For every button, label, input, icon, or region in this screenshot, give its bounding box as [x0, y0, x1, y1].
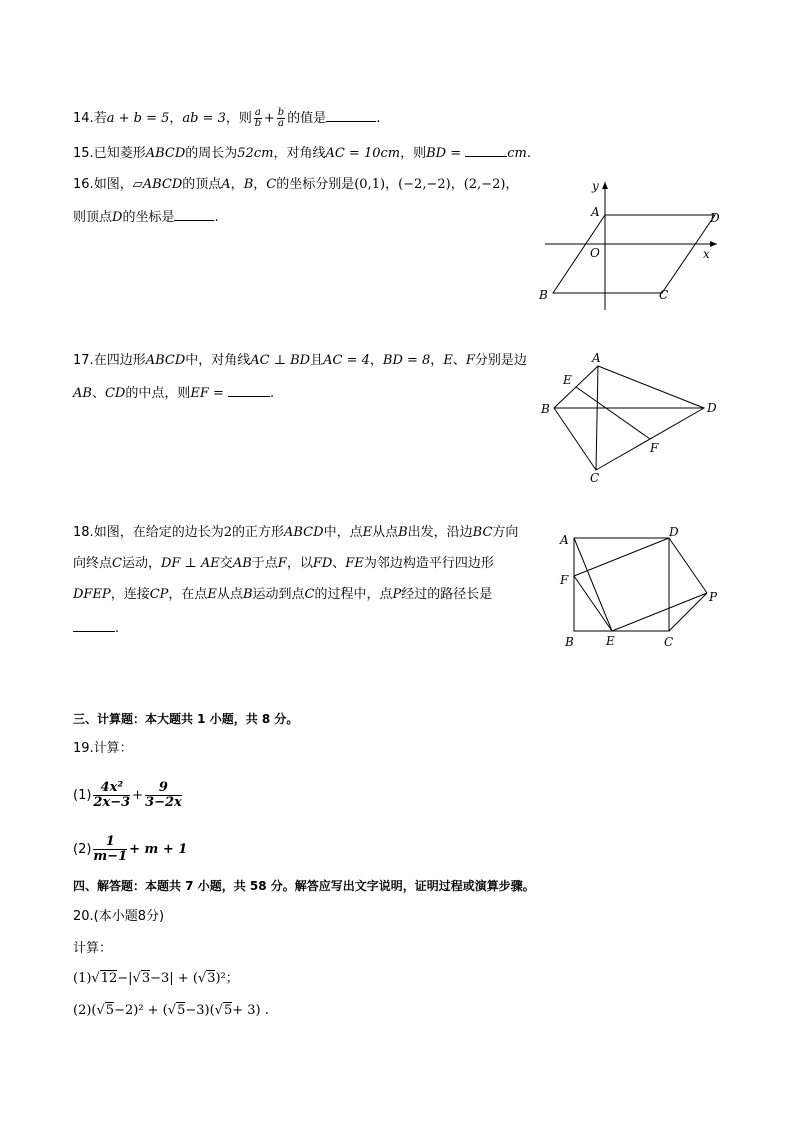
question-number: 14.: [73, 111, 94, 126]
label-d: D: [710, 211, 720, 225]
fraction-2: $\frac{9}{3-2x}$: [145, 780, 182, 810]
quadrilateral-abcd: [554, 366, 704, 470]
parallelogram-abcd: [553, 215, 715, 293]
label-a: A: [591, 205, 600, 219]
label-d: D: [669, 525, 679, 539]
question-16-line-2: 则顶点D的坐标是 .: [73, 210, 219, 225]
question-20-sub: 计算：: [73, 941, 113, 956]
figure-q17-quadrilateral: [538, 346, 728, 486]
answer-blank: [326, 109, 376, 122]
label-x: x: [703, 247, 710, 261]
question-18-line-1: 18.如图，在给定的边长为2的正方形ABCD中，点E从点B出发，沿边BC方向: [73, 525, 519, 540]
label-c: C: [664, 635, 674, 649]
question-17-line-2: AB、CD的中点，则EF = .: [73, 386, 275, 401]
diagonal-ac: [596, 366, 598, 470]
label-b: B: [565, 635, 574, 649]
label-e: E: [606, 634, 615, 648]
fraction-3: $\frac{1}{m-1}$: [93, 834, 128, 864]
segment-dp: [669, 538, 707, 593]
label-b: B: [539, 288, 548, 302]
label-c: C: [590, 471, 600, 485]
figure-q18-square: [556, 524, 736, 654]
label-f: F: [650, 441, 659, 455]
answer-blank: [73, 619, 115, 632]
question-19-part-2: (2) $\frac{1}{m-1}$ + m + 1: [73, 834, 188, 864]
segment-cp: [669, 593, 707, 631]
question-20-part-2: (2)(√5−2)² + (√5−3)(√5+ 3) .: [73, 1003, 269, 1018]
section-3-heading: 三、计算题：本大题共 1 小题，共 8 分。: [73, 712, 299, 726]
square-abcd: [574, 538, 669, 631]
label-e: E: [563, 373, 572, 387]
answer-blank: [465, 144, 507, 157]
label-b: B: [541, 402, 550, 416]
answer-blank: [228, 384, 270, 397]
segment-ef: [576, 387, 650, 439]
answer-blank: [174, 208, 214, 221]
fraction-a-over-b: $\frac{a}{b}$: [254, 107, 262, 129]
label-p: P: [709, 590, 718, 604]
label-y: y: [592, 179, 599, 193]
segment-ep: [612, 593, 707, 631]
fraction-1: $\frac{\text{4x²}}{2x-3}$: [93, 780, 131, 810]
question-20-heading: 20.(本小题8分): [73, 909, 165, 924]
question-14: 14.若a + b = 5，ab = 3，则 $\frac{a}{b}$ + $\frac{b}{a}$ 的值是 .: [73, 107, 381, 129]
question-19-part-1: (1) $\frac{\text{4x²}}{2x-3}$ + $\frac{9}{3-2x}$: [73, 780, 182, 810]
section-4-heading: 四、解答题：本题共 7 小题，共 58 分。解答应写出文字说明，证明过程或演算步骤。: [73, 879, 535, 893]
label-d: D: [707, 401, 717, 415]
segment-fd: [574, 538, 669, 576]
label-c: C: [659, 288, 669, 302]
label-a: A: [592, 351, 601, 365]
question-16-line-1: 16.如图，▱ABCD的顶点A，B，C的坐标分别是(0,1)，(−2,−2)，(2,−2)，: [73, 177, 519, 192]
question-20-part-1: (1)√12−|√3−3| + (√3)²；: [73, 971, 239, 986]
question-18-line-3: DFEP，连接CP，在点E从点B运动到点C的过程中，点P经过的路径长是: [73, 587, 493, 602]
question-19-heading: 19.计算：: [73, 741, 133, 756]
question-17-line-1: 17.在四边形ABCD中，对角线AC ⊥ BD且AC = 4，BD = 8，E、F分别是边: [73, 353, 527, 368]
question-15: 15.已知菱形ABCD的周长为52cm，对角线AC = 10cm，则BD = cm.: [73, 146, 532, 161]
fraction-b-over-a: $\frac{b}{a}$: [277, 107, 285, 129]
label-a: A: [560, 533, 569, 547]
figure-q16-parallelogram: [535, 178, 735, 318]
question-18-line-4: .: [73, 619, 119, 638]
label-f: F: [560, 573, 569, 587]
label-o: O: [590, 246, 600, 260]
question-18-line-2: 向终点C运动，DF ⊥ AE交AB于点F，以FD、FE为邻边构造平行四边形: [73, 556, 494, 571]
